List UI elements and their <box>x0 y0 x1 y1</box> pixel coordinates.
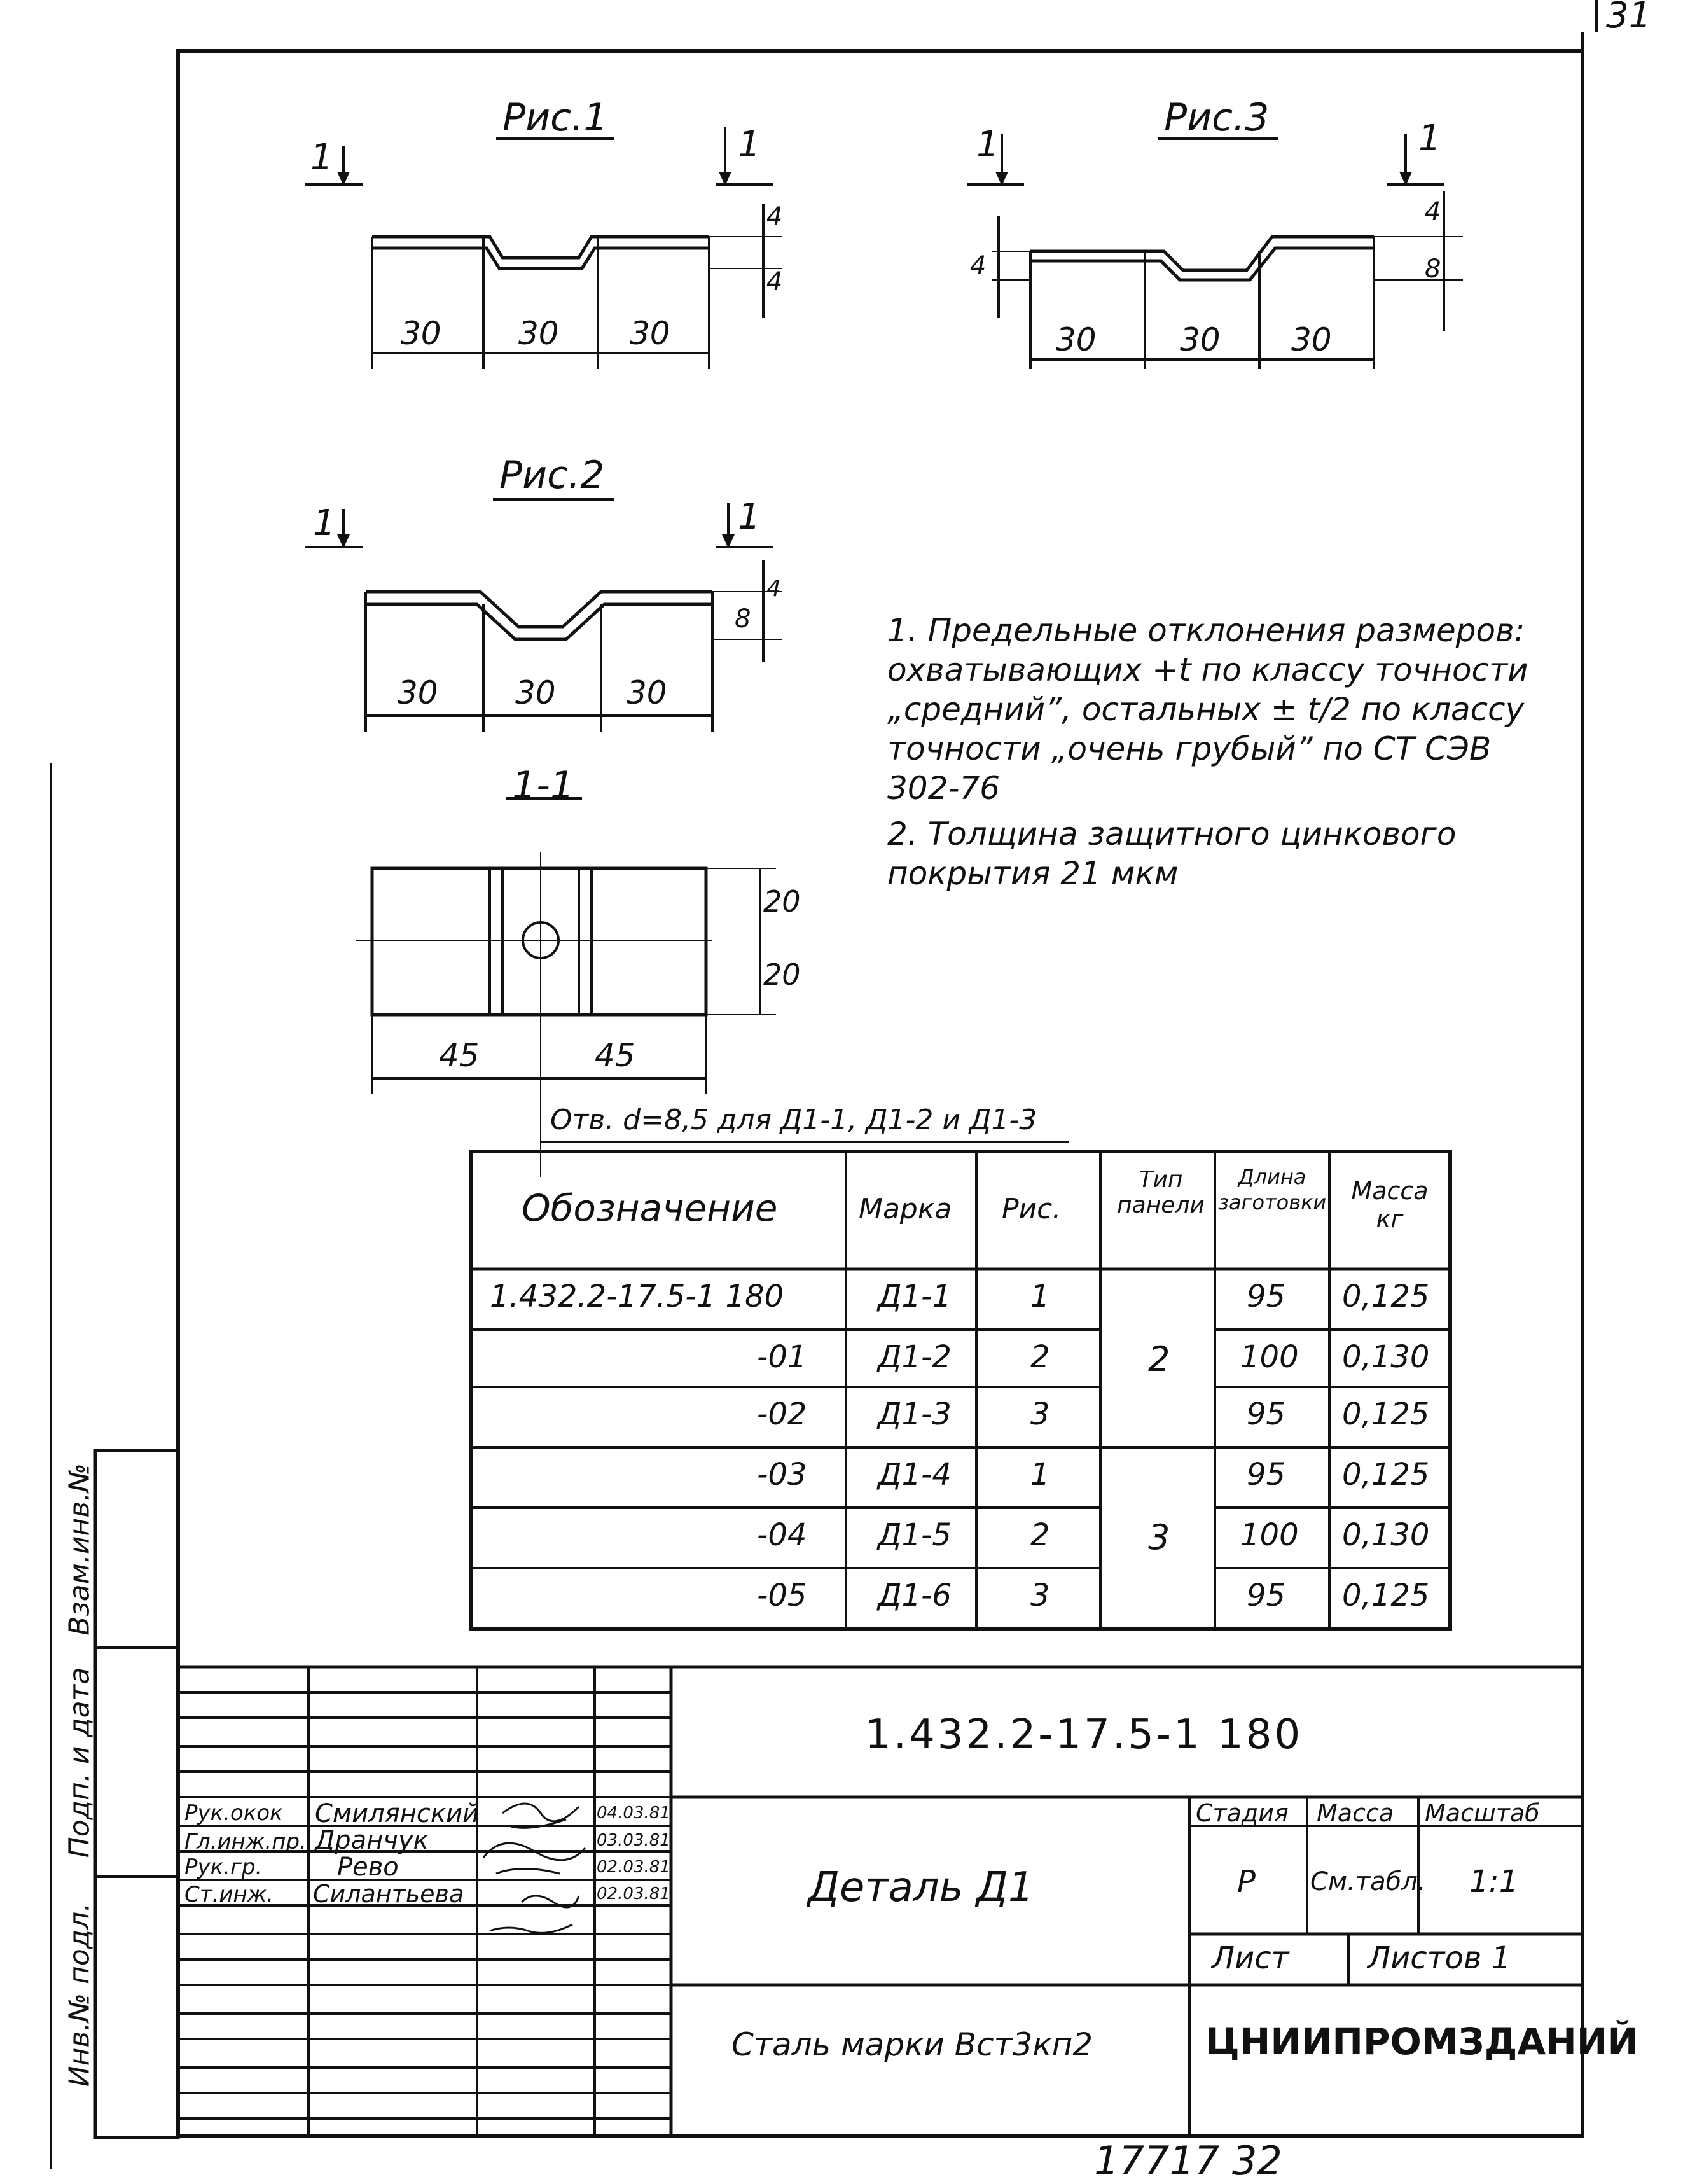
th-designation: Обозначение <box>522 1186 778 1230</box>
row2-mass: 0,130 <box>1342 1339 1430 1375</box>
row6-designation: -05 <box>757 1578 807 1613</box>
fig3-dim-2: 30 <box>1180 321 1221 358</box>
fig1-title: Рис.1 <box>502 95 608 140</box>
mass-label: Масса <box>1317 1799 1394 1827</box>
note-2: 2. Толщина защитного цинкового покрытия 21 мкм <box>887 816 1457 892</box>
panel-type-3: 3 <box>1148 1517 1170 1557</box>
fig2-section-mark-right: 1 <box>738 496 761 538</box>
fig2-title: Рис.2 <box>499 453 605 497</box>
section-dim-right-2: 20 <box>763 957 801 992</box>
row5-mark: Д1-5 <box>878 1517 952 1553</box>
person4-date: 02.03.81 <box>597 1884 670 1903</box>
footer-number: 17717 32 <box>1094 2138 1282 2184</box>
side-stamp-inv: Инв.№ подл. <box>63 1902 96 2087</box>
person1-role: Рук.окок <box>184 1800 283 1826</box>
row3-mass: 0,125 <box>1342 1396 1430 1432</box>
section-dim-right-1: 20 <box>763 884 801 919</box>
row3-length: 95 <box>1247 1396 1286 1432</box>
person2-date: 03.03.81 <box>597 1831 670 1850</box>
doc-code: 1.432.2-17.5-1 180 <box>865 1711 1303 1758</box>
th-fig: Рис. <box>1002 1193 1062 1225</box>
fig3-dim-3: 30 <box>1291 321 1332 358</box>
row6-length: 95 <box>1247 1578 1286 1613</box>
hole-note: Отв. d=8,5 для Д1-1, Д1-2 и Д1-3 <box>550 1104 1037 1136</box>
fig1-dim-2: 30 <box>518 315 559 352</box>
row4-mark: Д1-4 <box>878 1457 952 1492</box>
row3-mark: Д1-3 <box>878 1396 952 1432</box>
scale-value: 1:1 <box>1469 1864 1519 1900</box>
row5-length: 100 <box>1240 1517 1299 1553</box>
fig2-dim-right-1: 8 <box>735 604 751 634</box>
fig1-dim-1: 30 <box>401 315 441 352</box>
row1-length: 95 <box>1247 1279 1286 1314</box>
person3-role: Рук.гр. <box>184 1854 263 1880</box>
stage-label: Стадия <box>1196 1799 1289 1827</box>
fig3-dim-left-1: 4 <box>970 251 987 281</box>
panel-type-2: 2 <box>1148 1339 1170 1379</box>
side-stamp-replace-inv: Взам.инв.№ <box>63 1463 96 1636</box>
row5-designation: -04 <box>757 1517 807 1553</box>
fig3-section-mark-left: 1 <box>976 124 999 165</box>
person2-role: Гл.инж.пр. <box>184 1829 307 1854</box>
fig2-dim-right-2: 4 <box>766 576 781 602</box>
stage-value: Р <box>1237 1864 1256 1900</box>
material: Сталь марки Вст3кп2 <box>731 2026 1093 2063</box>
side-stamp-sign-date: Подп. и дата <box>63 1667 96 1858</box>
organization: ЦНИИПРОМЗДАНИЙ <box>1205 2020 1638 2063</box>
row1-mass: 0,125 <box>1342 1279 1430 1314</box>
part-name: Деталь Д1 <box>808 1864 1034 1911</box>
th-mark: Марка <box>859 1193 952 1225</box>
page-number-top: 31 <box>1606 0 1652 36</box>
person1-date: 04.03.81 <box>597 1804 670 1823</box>
fig2-section-mark-left: 1 <box>313 503 336 544</box>
fig3-dim-1: 30 <box>1056 321 1097 358</box>
fig1-dim-3: 30 <box>630 315 670 352</box>
fig3-section-mark-right: 1 <box>1418 118 1441 159</box>
row2-designation: -01 <box>757 1339 807 1375</box>
row3-designation: -02 <box>757 1396 807 1432</box>
th-panel-type: Тип панели <box>1117 1167 1205 1218</box>
scale-label: Масштаб <box>1425 1799 1540 1827</box>
section-dim-bottom-2: 45 <box>595 1037 635 1074</box>
row4-designation: -03 <box>757 1457 807 1492</box>
fig1-section-mark-left: 1 <box>310 137 333 178</box>
fig1-dim-right-2: 4 <box>766 267 783 296</box>
person4-role: Ст.инж. <box>184 1882 274 1907</box>
fig2-dim-3: 30 <box>627 674 667 711</box>
row6-mark: Д1-6 <box>878 1578 952 1613</box>
row1-designation: 1.432.2-17.5-1 180 <box>490 1279 784 1314</box>
row6-fig: 3 <box>1030 1578 1050 1613</box>
person2-name: Дранчук <box>315 1826 429 1855</box>
row1-mark: Д1-1 <box>878 1279 952 1314</box>
row6-mass: 0,125 <box>1342 1578 1430 1613</box>
fig3-dim-right-1: 4 <box>1425 197 1441 226</box>
person3-name: Рево <box>337 1853 399 1882</box>
person4-name: Силантьева <box>313 1880 464 1908</box>
row2-length: 100 <box>1240 1339 1299 1375</box>
section-dim-bottom-1: 45 <box>439 1037 480 1074</box>
note-1: 1. Предельные отклонения размеров: охватывающих +t по классу точности „средний”, остальных ± t/2 по классу точности „очень грубый” по СТ СЭВ 302-76 <box>887 612 1528 807</box>
section-title: 1-1 <box>512 763 574 808</box>
th-length: Длина заготовки <box>1218 1165 1327 1214</box>
fig3-dim-right-2: 8 <box>1425 254 1441 284</box>
row5-mass: 0,130 <box>1342 1517 1430 1553</box>
th-mass: Масса кг <box>1351 1177 1429 1233</box>
row2-fig: 2 <box>1030 1339 1050 1375</box>
fig2-dim-2: 30 <box>515 674 556 711</box>
row4-mass: 0,125 <box>1342 1457 1430 1492</box>
row2-mark: Д1-2 <box>878 1339 952 1375</box>
mass-value: См.табл. <box>1310 1867 1426 1896</box>
row4-fig: 1 <box>1030 1457 1050 1492</box>
sheet-label: Лист <box>1212 1940 1289 1976</box>
fig1-dim-right-1: 4 <box>766 202 783 232</box>
row5-fig: 2 <box>1030 1517 1050 1553</box>
fig2-dim-1: 30 <box>398 674 438 711</box>
person1-name: Смилянский <box>315 1799 480 1828</box>
row4-length: 95 <box>1247 1457 1286 1492</box>
sheets-label: Листов 1 <box>1368 1940 1511 1976</box>
row1-fig: 1 <box>1030 1279 1050 1314</box>
person3-date: 02.03.81 <box>597 1858 670 1877</box>
fig3-title: Рис.3 <box>1164 95 1270 140</box>
fig1-section-mark-right: 1 <box>738 124 761 165</box>
row3-fig: 3 <box>1030 1396 1050 1432</box>
